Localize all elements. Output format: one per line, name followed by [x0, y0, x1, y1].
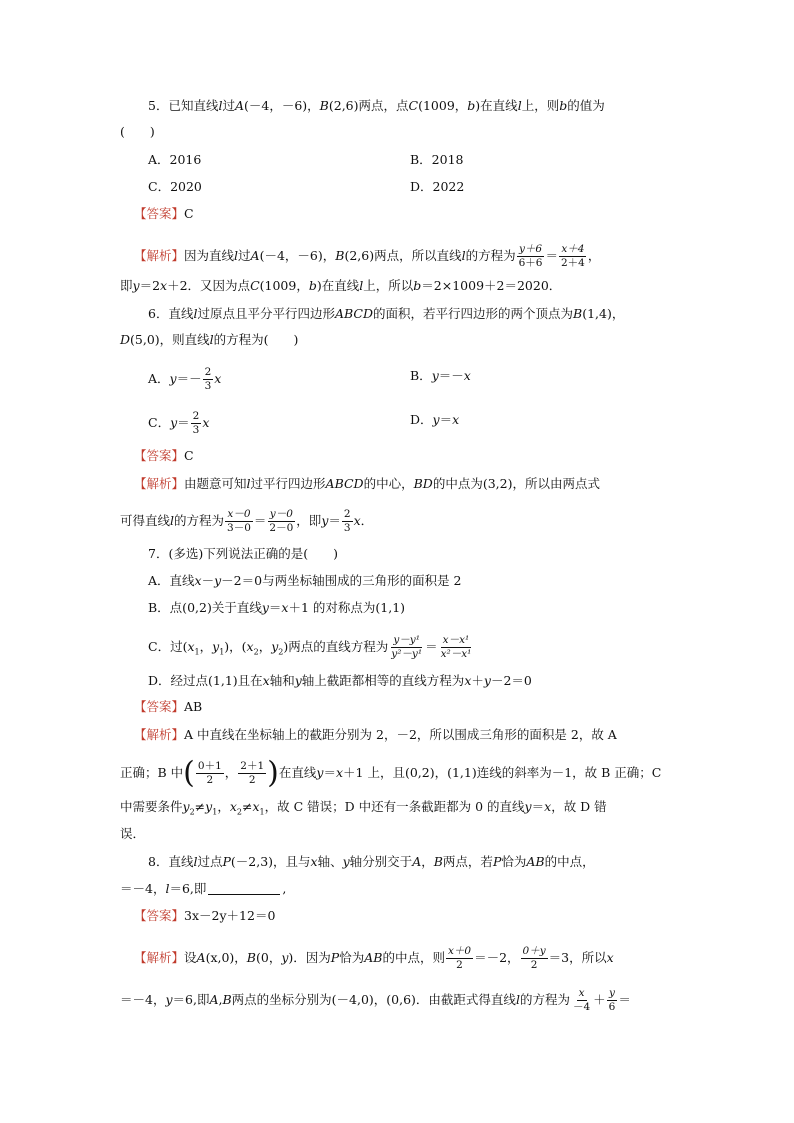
fraction: $\frac{x+0}{2}$ — [447, 945, 472, 971]
q6-answer: 【答案】C — [134, 448, 194, 463]
q8-answer: 【答案】3x－2y＋12＝0 — [134, 908, 276, 923]
q7-answer: 【答案】AB — [134, 699, 203, 714]
q5-answer: 【答案】C — [134, 206, 194, 221]
q5-paren: ( ) — [120, 124, 155, 139]
q7-option-a: A．直线x－y－2＝0与两坐标轴围成的三角形的面积是 2 — [148, 573, 462, 588]
q5-stem-line1: 5．已知直线l过A(－4，－6)，B(2,6)两点，点C(1009，b)在直线l上，则b的值为 — [148, 98, 605, 113]
q7-explanation-line4: 误． — [120, 826, 146, 841]
fraction: $\frac{2}{3}$ — [192, 410, 200, 436]
q6-option-c: C．y＝ $\frac{2}{3}$ x — [148, 410, 210, 436]
q6-option-b: B．y＝－x — [410, 368, 471, 383]
fraction: $\frac{y}{6}$ — [608, 987, 616, 1013]
q7-option-d: D．经过点(1,1)且在x轴和y轴上截距都相等的直线方程为x＋y－2＝0 — [148, 673, 532, 688]
q6-stem-line2: D(5,0)，则直线l的方程为( ) — [120, 332, 299, 347]
fraction: $\frac{0+1}{2}$ — [197, 760, 222, 786]
q6-explanation-line1: 【解析】由题意可知l过平行四边形ABCD的中心，BD的中点为(3,2)，所以由两点式 — [134, 476, 600, 491]
fraction: $\frac{x}{-4}$ — [572, 987, 591, 1013]
fraction: $\frac{\text{x－x¹}}{\text{x²－x¹}}$ — [440, 634, 472, 660]
q5-option-b: B．2018 — [410, 152, 464, 167]
fraction: $\frac{0+y}{2}$ — [522, 945, 546, 971]
fraction: $\frac{y-0}{2-0}$ — [269, 508, 294, 534]
q8-explanation-line1: 【解析】设A(x,0)，B(0，y)．因为P恰为AB的中点，则 $\frac{x+0}{2}$ ＝－2， $\frac{0+y}{2}$ ＝3，所以x — [134, 945, 614, 971]
q5-explanation-line1: 【解析】因为直线l过A(－4，－6)，B(2,6)两点，所以直线l的方程为 $\frac{y+6}{6+6}$ ＝ $\frac{x+4}{2+4}$ ， — [134, 243, 601, 269]
q7-stem: 7．(多选)下列说法正确的是( ) — [148, 546, 338, 561]
fraction: $\frac{\text{y－y¹}}{\text{y²－y¹}}$ — [391, 634, 423, 660]
q8-explanation-line2: ＝－4，y＝6,即A,B两点的坐标分别为(－4,0)，(0,6)．由截距式得直线l的方程为 $\frac{x}{-4}$ ＋ $\frac{y}{6}$ ＝ — [120, 987, 631, 1013]
q5-option-c: C．2020 — [148, 179, 202, 194]
q8-stem-line1: 8．直线l过点P(－2,3)，且与x轴、y轴分别交于A，B两点，若P恰为AB的中点， — [148, 854, 595, 869]
q6-option-d: D．y＝x — [410, 412, 460, 427]
fraction: $\frac{y+6}{6+6}$ — [518, 243, 543, 269]
q5-option-d: D．2022 — [410, 179, 465, 194]
q7-explanation-line2: 正确；B 中( $\frac{0+1}{2}$ ， $\frac{2+1}{2}$ )在直线y＝x＋1 上，且(0,2)，(1,1)连线的斜率为－1，故 B 正确；C — [120, 755, 662, 791]
fraction: $\frac{2+1}{2}$ — [240, 760, 265, 786]
q6-explanation-line2: 可得直线l的方程为 $\frac{x-0}{3-0}$ ＝ $\frac{y-0}{2-0}$ ，即y＝ $\frac{2}{3}$ x． — [120, 508, 374, 534]
q5-option-a: A．2016 — [148, 152, 202, 167]
q8-stem-line2: ＝－4，l＝6,即 , — [120, 881, 287, 896]
q5-explanation-line2: 即y＝2x＋2．又因为点C(1009，b)在直线l上，所以b＝2×1009＋2＝2020． — [120, 278, 562, 293]
fraction: $\frac{x-0}{3-0}$ — [227, 508, 251, 534]
q7-option-b: B．点(0,2)关于直线y＝x＋1 的对称点为(1,1) — [148, 600, 406, 615]
q6-option-a: A．y＝－ $\frac{2}{3}$ x — [148, 366, 222, 392]
fraction: $\frac{2}{3}$ — [204, 366, 212, 392]
q7-explanation-line3: 中需要条件$y_2\ne y_1$，$x_2\ne x_1$，故 C 错误；D 中还有一条截距都为 0 的直线y＝x，故 D 错 — [120, 799, 607, 817]
fraction: $\frac{x+4}{2+4}$ — [560, 243, 585, 269]
q7-option-c: C．过($x_1$，$y_1$)，($x_2$，$y_2$)两点的直线方程为 $\frac{\text{y－y¹}}{\text{y²－y¹}}$ ＝ $\frac{\text{x－x¹}}{\text{x²－x¹}}$ — [148, 634, 472, 660]
fraction: $\frac{2}{3}$ — [343, 508, 351, 534]
answer-blank[interactable] — [208, 880, 280, 895]
q7-explanation-line1: 【解析】A 中直线在坐标轴上的截距分别为 2，－2，所以围成三角形的面积是 2，故 A — [134, 727, 617, 742]
q6-stem-line1: 6．直线l过原点且平分平行四边形ABCD的面积，若平行四边形的两个顶点为B(1,4)， — [148, 306, 625, 321]
